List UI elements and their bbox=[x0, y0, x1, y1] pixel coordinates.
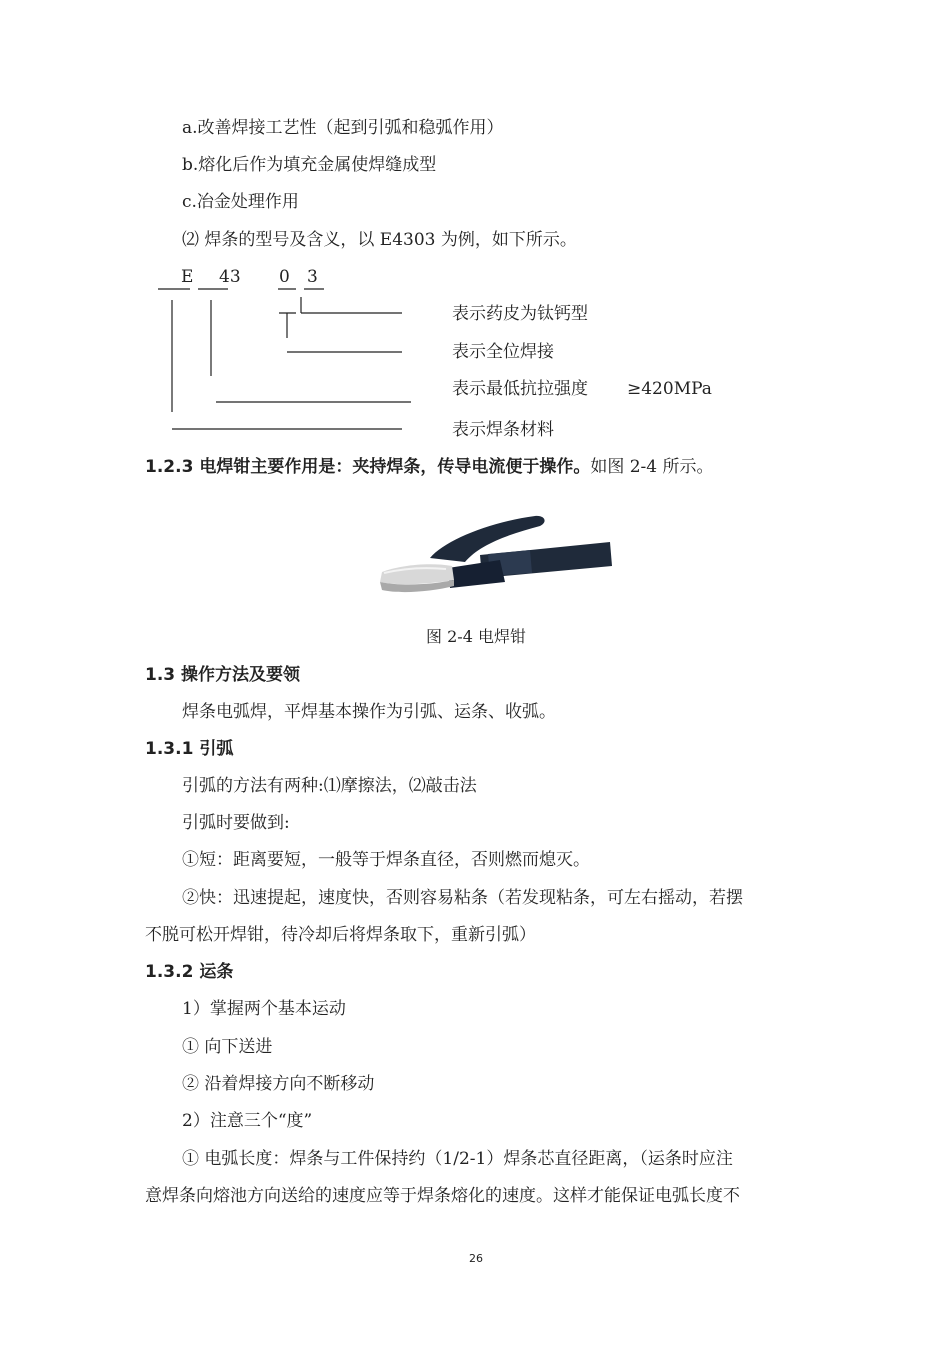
label-welding-position: 表示全位焊接 bbox=[452, 342, 554, 362]
paragraph-model-intro: ⑵ 焊条的型号及含义，以 E4303 为例，如下所示。 bbox=[182, 230, 577, 250]
code-0: 0 bbox=[279, 267, 290, 287]
page-number: 26 bbox=[469, 1252, 483, 1265]
section-heading-1-2-3-rest: 如图 2-4 所示。 bbox=[590, 457, 714, 477]
paragraph-arc-methods: 引弧的方法有两种:⑴摩擦法，⑵敲击法 bbox=[182, 776, 477, 796]
list-item-basic-motions: 1）掌握两个基本运动 bbox=[182, 999, 346, 1019]
section-heading-1-3: 1.3 操作方法及要领 bbox=[145, 665, 301, 685]
section-heading-1-3-2: 1.3.2 运条 bbox=[145, 962, 234, 982]
list-item-feed-down: ① 向下送进 bbox=[182, 1037, 273, 1057]
list-item-fast-line1: ②快：迅速提起，速度快，否则容易粘条（若发现粘条，可左右摇动，若摆 bbox=[182, 888, 743, 908]
list-item-fast-line2: 不脱可松开焊钳，待冷却后将焊条取下，重新引弧） bbox=[145, 925, 536, 945]
list-item-move-along: ② 沿着焊接方向不断移动 bbox=[182, 1074, 375, 1094]
list-item-short: ①短：距离要短，一般等于焊条直径，否则燃而熄灭。 bbox=[182, 850, 590, 870]
section-heading-1-2-3 bbox=[145, 456, 714, 478]
list-item-a: a.改善焊接工艺性（起到引弧和稳弧作用） bbox=[182, 118, 504, 138]
list-item-arc-length-line1: ① 电弧长度：焊条与工件保持约（1/2-1）焊条芯直径距离，（运条时应注 bbox=[182, 1149, 733, 1169]
code-43: 43 bbox=[219, 267, 241, 287]
list-item-three-degrees: 2）注意三个“度” bbox=[182, 1111, 313, 1131]
label-coating-type: 表示药皮为钛钙型 bbox=[452, 304, 588, 324]
figure-caption: 图 2-4 电焊钳 bbox=[426, 627, 526, 646]
paragraph-basic-operations: 焊条电弧焊，平焊基本操作为引弧、运条、收弧。 bbox=[182, 702, 556, 722]
list-item-b: b.熔化后作为填充金属使焊缝成型 bbox=[182, 155, 437, 175]
label-min-strength: 表示最低抗拉强度 bbox=[452, 379, 588, 399]
list-item-c: c.冶金处理作用 bbox=[182, 192, 299, 212]
code-3: 3 bbox=[307, 267, 318, 287]
label-strength-value: ≥420MPa bbox=[627, 379, 712, 399]
welding-clamp-image bbox=[370, 510, 620, 605]
section-heading-1-2-3-bold: 1.2.3 电焊钳主要作用是：夹持焊条，传导电流便于操作。 bbox=[145, 457, 591, 477]
list-item-arc-length-line2: 意焊条向熔池方向送给的速度应等于焊条熔化的速度。这样才能保证电弧长度不 bbox=[145, 1186, 740, 1206]
code-e: E bbox=[181, 267, 194, 287]
label-electrode-material: 表示焊条材料 bbox=[452, 420, 554, 440]
paragraph-arc-requirements: 引弧时要做到: bbox=[182, 813, 290, 833]
section-heading-1-3-1: 1.3.1 引弧 bbox=[145, 739, 234, 759]
